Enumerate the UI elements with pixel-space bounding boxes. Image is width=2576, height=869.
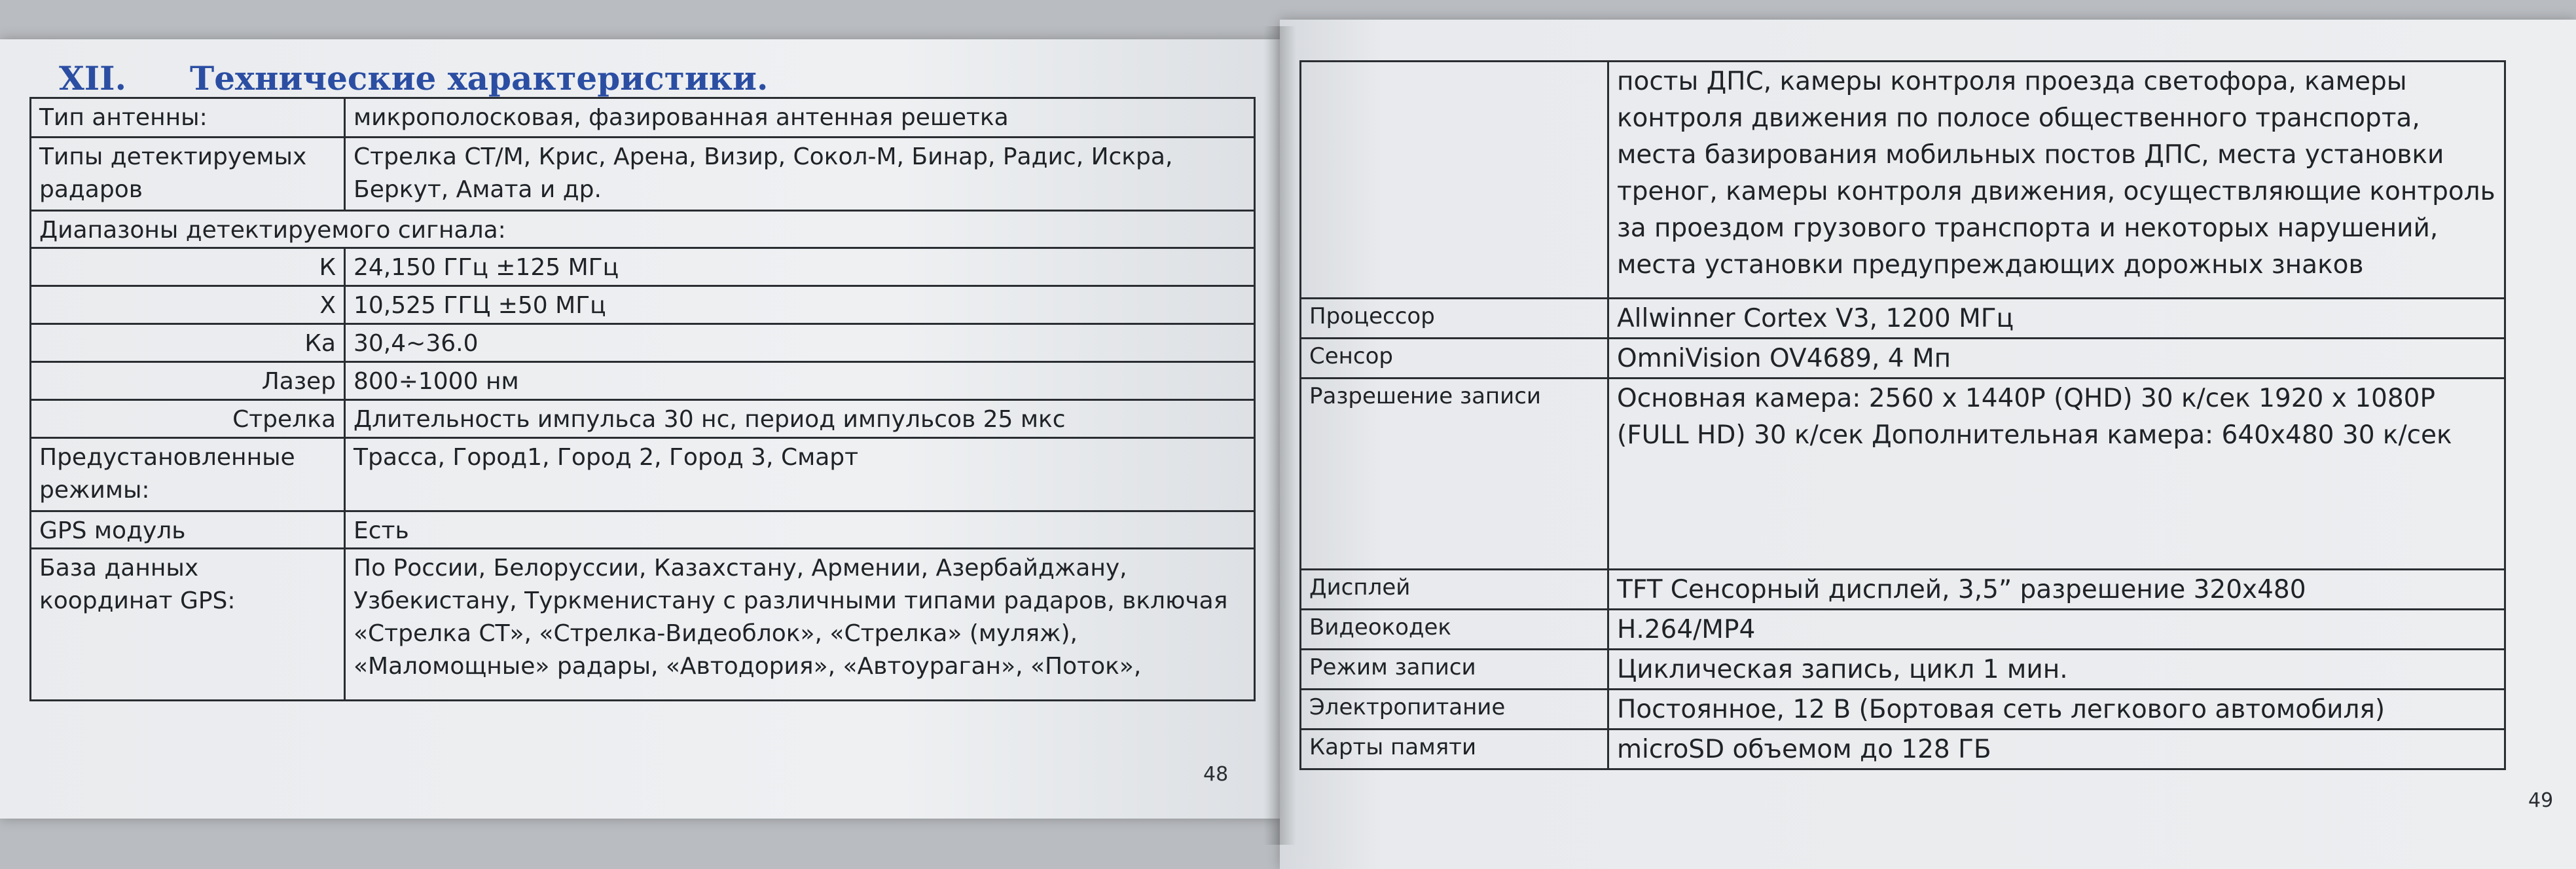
row-label-memory-cards: Карты памяти — [1301, 730, 1608, 769]
row-label-gps-database: База данных координат GPS: — [31, 549, 345, 701]
row-value-gps-database: По России, Белоруссии, Казахстану, Армении, Азербайджану, Узбекистану, Туркменистану с различными типами радаров, включая «Стрелка СТ», «Стрелка-Видеоблок», «Стрелка» (муляж), «Маломощные» радары, «Автодория», «Автоураган», «Поток», — [345, 549, 1255, 701]
row-label-k: К — [31, 248, 345, 286]
table-row — [31, 324, 1255, 362]
book-gutter — [1263, 26, 1296, 845]
table-row — [31, 511, 1255, 549]
table-row — [31, 286, 1255, 324]
row-label-processor: Процессор — [1301, 299, 1608, 339]
table-row — [31, 138, 1255, 211]
row-value-modes: Трасса, Город1, Город 2, Город 3, Смарт — [345, 438, 1255, 511]
section-heading — [59, 59, 768, 98]
row-value-codec: Н.264/MP4 — [1608, 610, 2505, 650]
row-label-codec: Видеокодек — [1301, 610, 1608, 650]
table-row — [31, 98, 1255, 138]
row-label-sensor: Сенсор — [1301, 339, 1608, 379]
row-value-x: 10,525 ГГЦ ±50 МГц — [345, 286, 1255, 324]
table-row — [1301, 62, 2505, 299]
row-value-power: Постоянное, 12 В (Бортовая сеть легкового автомобиля) — [1608, 690, 2505, 730]
row-label-modes: Предустановленные режимы: — [31, 438, 345, 511]
row-label-record-mode: Режим записи — [1301, 650, 1608, 690]
table-row — [31, 438, 1255, 511]
table-row — [31, 549, 1255, 701]
row-label-radar-types: Типы детектируемых радаров — [31, 138, 345, 211]
spec-table-right — [1299, 60, 2506, 770]
row-label-strelka: Стрелка — [31, 400, 345, 438]
row-value-k: 24,150 ГГц ±125 МГц — [345, 248, 1255, 286]
row-value-ka: 30,4~36.0 — [345, 324, 1255, 362]
row-value-continued: посты ДПС, камеры контроля проезда светофора, камеры контроля движения по полосе общественного транспорта, места базирования мобильных постов ДПС, места установки треног, камеры контроля движения, осуществляющие контроль за проездом грузового транспорта и некоторых нарушений, места установки предупреждающих дорожных знаков — [1608, 62, 2505, 299]
row-label-ka: Ка — [31, 324, 345, 362]
row-label-resolution: Разрешение записи — [1301, 379, 1608, 570]
row-value-strelka: Длительность импульса 30 нс, период импульсов 25 мкс — [345, 400, 1255, 438]
section-number: XII. — [59, 59, 126, 98]
row-value-processor: Allwinner Cortex V3, 1200 МГц — [1608, 299, 2505, 339]
table-row — [1301, 570, 2505, 610]
table-row — [31, 248, 1255, 286]
row-label-display: Дисплей — [1301, 570, 1608, 610]
row-label-laser: Лазер — [31, 362, 345, 400]
row-value-laser: 800÷1000 нм — [345, 362, 1255, 400]
row-label-power: Электропитание — [1301, 690, 1608, 730]
row-label-antenna: Тип антенны: — [31, 98, 345, 138]
row-label-continued — [1301, 62, 1608, 299]
table-row — [1301, 299, 2505, 339]
table-row — [1301, 610, 2505, 650]
row-value-sensor: OmniVision OV4689, 4 Мп — [1608, 339, 2505, 379]
row-value-record-mode: Циклическая запись, цикл 1 мин. — [1608, 650, 2505, 690]
table-row — [1301, 650, 2505, 690]
section-title: Технические характеристики. — [190, 59, 769, 98]
row-value-radar-types: Стрелка СТ/М, Крис, Арена, Визир, Сокол-М, Бинар, Радис, Искра, Беркут, Амата и др. — [345, 138, 1255, 211]
table-row — [1301, 339, 2505, 379]
table-row — [1301, 690, 2505, 730]
table-row — [31, 362, 1255, 400]
table-row — [1301, 730, 2505, 769]
spec-table-left — [29, 97, 1256, 701]
row-value-gps: Есть — [345, 511, 1255, 549]
row-label-gps: GPS модуль — [31, 511, 345, 549]
table-row — [1301, 379, 2505, 570]
row-ranges-heading: Диапазоны детектируемого сигнала: — [31, 211, 1255, 248]
row-value-memory-cards: microSD объемом до 128 ГБ — [1608, 730, 2505, 769]
page-number-left: 48 — [1203, 763, 1229, 786]
row-value-resolution: Основная камера: 2560 х 1440Р (QHD) 30 к/сек 1920 х 1080Р (FULL HD) 30 к/сек Дополнительная камера: 640х480 30 к/сек — [1608, 379, 2505, 570]
row-value-display: TFT Сенсорный дисплей, 3,5” разрешение 320х480 — [1608, 570, 2505, 610]
row-label-x: Х — [31, 286, 345, 324]
row-value-antenna: микрополосковая, фазированная антенная решетка — [345, 98, 1255, 138]
table-row — [31, 400, 1255, 438]
table-row — [31, 211, 1255, 248]
page-number-right: 49 — [2528, 789, 2554, 812]
